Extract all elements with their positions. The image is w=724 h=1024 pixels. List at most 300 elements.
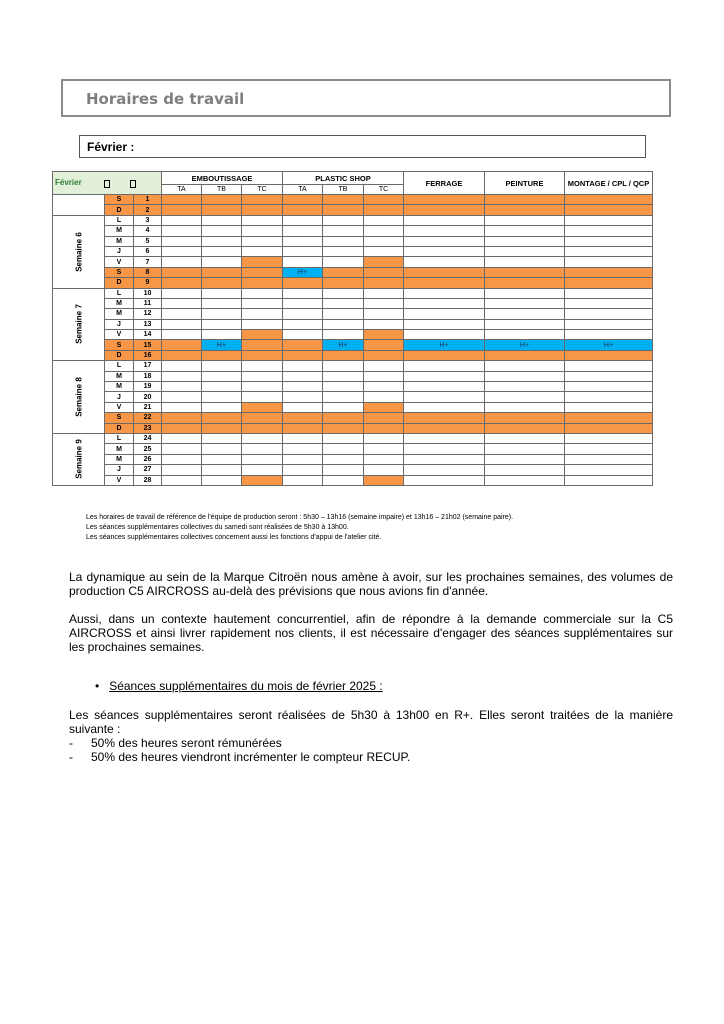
schedule-cell bbox=[283, 454, 323, 464]
schedule-cell bbox=[242, 413, 283, 423]
schedule-cell bbox=[364, 236, 404, 246]
schedule-cell bbox=[323, 246, 364, 256]
schedule-cell bbox=[565, 278, 653, 288]
schedule-cell bbox=[202, 215, 242, 225]
day-number: 7 bbox=[134, 257, 162, 267]
schedule-cell bbox=[485, 205, 565, 215]
list-item-text: 50% des heures seront rémunérées bbox=[91, 736, 282, 750]
schedule-cell bbox=[364, 350, 404, 360]
schedule-cell bbox=[323, 226, 364, 236]
day-letter: D bbox=[105, 278, 134, 288]
schedule-cell bbox=[364, 205, 404, 215]
schedule-cell bbox=[565, 246, 653, 256]
schedule-cell bbox=[404, 465, 485, 475]
schedule-cell bbox=[404, 350, 485, 360]
schedule-cell bbox=[364, 288, 404, 298]
week-label bbox=[53, 361, 105, 434]
schedule-cell bbox=[364, 298, 404, 308]
day-letter: S bbox=[105, 413, 134, 423]
note-line: Les séances supplémentaires collectives concernent aussi les fonctions d'appui de l'atelier cité. bbox=[86, 534, 382, 541]
schedule-cell bbox=[364, 444, 404, 454]
table-row bbox=[53, 475, 653, 485]
schedule-cell bbox=[404, 371, 485, 381]
schedule-cell bbox=[485, 465, 565, 475]
shift-header: TC bbox=[364, 185, 404, 195]
schedule-cell bbox=[283, 226, 323, 236]
schedule-cell bbox=[162, 444, 202, 454]
bullet-text: Séances supplémentaires du mois de février 2025 : bbox=[109, 679, 383, 693]
schedule-cell bbox=[485, 444, 565, 454]
table-row bbox=[53, 361, 653, 371]
day-letter: L bbox=[105, 288, 134, 298]
schedule-cell bbox=[202, 288, 242, 298]
schedule-cell bbox=[485, 309, 565, 319]
schedule-cell bbox=[485, 288, 565, 298]
department-header: EMBOUTISSAGE bbox=[162, 172, 283, 185]
schedule-cell bbox=[162, 330, 202, 340]
day-number: 22 bbox=[134, 413, 162, 423]
day-letter: J bbox=[105, 392, 134, 402]
day-number: 17 bbox=[134, 361, 162, 371]
day-number: 4 bbox=[134, 226, 162, 236]
schedule-cell bbox=[283, 288, 323, 298]
schedule-cell bbox=[404, 246, 485, 256]
schedule-cell bbox=[283, 382, 323, 392]
department-header: PLASTIC SHOP bbox=[283, 172, 404, 185]
day-letter: L bbox=[105, 215, 134, 225]
day-number: 10 bbox=[134, 288, 162, 298]
schedule-cell bbox=[162, 309, 202, 319]
schedule-cell bbox=[364, 454, 404, 464]
schedule-cell bbox=[485, 215, 565, 225]
schedule-cell bbox=[404, 392, 485, 402]
schedule-cell bbox=[283, 423, 323, 433]
schedule-cell bbox=[565, 423, 653, 433]
schedule-cell bbox=[242, 371, 283, 381]
table-row bbox=[53, 371, 653, 381]
day-number: 13 bbox=[134, 319, 162, 329]
schedule-cell bbox=[202, 402, 242, 412]
checkbox-icon bbox=[104, 180, 110, 188]
schedule-cell bbox=[162, 371, 202, 381]
schedule-cell bbox=[202, 350, 242, 360]
week-label-text: Semaine 8 bbox=[74, 377, 83, 417]
schedule-cell bbox=[404, 382, 485, 392]
schedule-cell bbox=[404, 475, 485, 485]
schedule-cell bbox=[242, 309, 283, 319]
day-letter: D bbox=[105, 423, 134, 433]
schedule-cell bbox=[565, 226, 653, 236]
table-row bbox=[53, 267, 653, 277]
table-row bbox=[53, 402, 653, 412]
day-letter: M bbox=[105, 382, 134, 392]
schedule-cell bbox=[283, 205, 323, 215]
schedule-cell: H+ bbox=[485, 340, 565, 350]
schedule-cell bbox=[162, 350, 202, 360]
schedule-cell bbox=[162, 267, 202, 277]
day-letter: D bbox=[105, 205, 134, 215]
schedule-cell bbox=[565, 402, 653, 412]
schedule-cell bbox=[323, 215, 364, 225]
schedule-cell bbox=[202, 423, 242, 433]
schedule-cell bbox=[485, 319, 565, 329]
note-line: Les séances supplémentaires collectives du samedi sont réalisées de 5h30 à 13h00. bbox=[86, 524, 349, 531]
day-number: 8 bbox=[134, 267, 162, 277]
table-row bbox=[53, 340, 653, 350]
department-header: PEINTURE bbox=[485, 172, 565, 195]
schedule-cell bbox=[404, 298, 485, 308]
schedule-cell bbox=[485, 246, 565, 256]
schedule-cell bbox=[202, 371, 242, 381]
schedule-cell bbox=[283, 402, 323, 412]
shift-header: TA bbox=[283, 185, 323, 195]
schedule-cell: H+ bbox=[283, 267, 323, 277]
schedule-cell bbox=[485, 195, 565, 205]
schedule-cell bbox=[485, 413, 565, 423]
schedule-cell bbox=[283, 392, 323, 402]
table-row bbox=[53, 215, 653, 225]
schedule-cell bbox=[323, 382, 364, 392]
table-row bbox=[53, 246, 653, 256]
schedule-cell bbox=[283, 319, 323, 329]
schedule-cell bbox=[283, 361, 323, 371]
day-number: 21 bbox=[134, 402, 162, 412]
notes bbox=[86, 513, 513, 543]
day-number: 16 bbox=[134, 350, 162, 360]
schedule-cell bbox=[202, 257, 242, 267]
day-letter: L bbox=[105, 433, 134, 443]
schedule-cell bbox=[364, 195, 404, 205]
day-letter: M bbox=[105, 309, 134, 319]
schedule-cell bbox=[242, 340, 283, 350]
day-number: 12 bbox=[134, 309, 162, 319]
table-row bbox=[53, 423, 653, 433]
schedule-cell bbox=[485, 267, 565, 277]
schedule-cell bbox=[323, 278, 364, 288]
schedule-cell bbox=[162, 246, 202, 256]
table-row bbox=[53, 350, 653, 360]
schedule-cell bbox=[162, 402, 202, 412]
schedule-cell bbox=[404, 402, 485, 412]
day-number: 6 bbox=[134, 246, 162, 256]
schedule-cell bbox=[242, 330, 283, 340]
week-label bbox=[53, 215, 105, 288]
schedule-cell bbox=[364, 330, 404, 340]
day-letter: D bbox=[105, 350, 134, 360]
schedule-cell bbox=[485, 361, 565, 371]
schedule-cell bbox=[202, 246, 242, 256]
table-row bbox=[53, 433, 653, 443]
day-number: 15 bbox=[134, 340, 162, 350]
schedule-cell bbox=[404, 309, 485, 319]
schedule-cell bbox=[162, 288, 202, 298]
schedule-cell bbox=[323, 350, 364, 360]
schedule-cell bbox=[202, 444, 242, 454]
schedule-cell: H+ bbox=[202, 340, 242, 350]
day-number: 5 bbox=[134, 236, 162, 246]
schedule-cell bbox=[242, 278, 283, 288]
schedule-cell bbox=[162, 413, 202, 423]
table-row bbox=[53, 444, 653, 454]
schedule-cell bbox=[283, 433, 323, 443]
schedule-cell bbox=[323, 361, 364, 371]
schedule-cell bbox=[242, 350, 283, 360]
day-letter: J bbox=[105, 319, 134, 329]
schedule-cell bbox=[283, 195, 323, 205]
schedule-cell bbox=[283, 330, 323, 340]
schedule-cell bbox=[364, 278, 404, 288]
schedule-cell bbox=[364, 267, 404, 277]
day-letter: M bbox=[105, 236, 134, 246]
schedule-cell bbox=[565, 195, 653, 205]
schedule-cell bbox=[283, 475, 323, 485]
schedule-cell bbox=[565, 454, 653, 464]
paragraph: La dynamique au sein de la Marque Citroën nous amène à avoir, sur les prochaines semaines, des volumes de production C5 AIRCROSS au-delà des prévisions que nous avions fin d'année. bbox=[69, 570, 673, 598]
day-number: 20 bbox=[134, 392, 162, 402]
schedule-cell bbox=[242, 423, 283, 433]
schedule-cell bbox=[242, 205, 283, 215]
day-letter: S bbox=[105, 195, 134, 205]
schedule-cell bbox=[485, 382, 565, 392]
schedule-cell bbox=[162, 465, 202, 475]
schedule-cell bbox=[162, 226, 202, 236]
day-letter: V bbox=[105, 402, 134, 412]
schedule-cell bbox=[242, 465, 283, 475]
schedule-cell bbox=[565, 350, 653, 360]
schedule-cell bbox=[323, 402, 364, 412]
schedule-cell bbox=[323, 454, 364, 464]
schedule-cell bbox=[404, 267, 485, 277]
table-row bbox=[53, 195, 653, 205]
schedule-cell bbox=[565, 298, 653, 308]
table-row bbox=[53, 236, 653, 246]
schedule-cell bbox=[364, 423, 404, 433]
schedule-cell bbox=[242, 226, 283, 236]
schedule-cell bbox=[485, 278, 565, 288]
schedule-cell bbox=[242, 246, 283, 256]
schedule-cell bbox=[404, 319, 485, 329]
schedule-cell bbox=[202, 433, 242, 443]
schedule-cell bbox=[242, 392, 283, 402]
schedule-cell bbox=[565, 392, 653, 402]
schedule-cell bbox=[323, 309, 364, 319]
schedule-cell bbox=[565, 267, 653, 277]
table-row bbox=[53, 392, 653, 402]
schedule-cell bbox=[323, 267, 364, 277]
schedule-cell bbox=[202, 195, 242, 205]
schedule-cell bbox=[162, 215, 202, 225]
schedule-cell bbox=[162, 361, 202, 371]
day-number: 1 bbox=[134, 195, 162, 205]
schedule-cell bbox=[364, 309, 404, 319]
schedule-cell bbox=[162, 382, 202, 392]
schedule-cell bbox=[565, 257, 653, 267]
schedule-cell bbox=[485, 402, 565, 412]
day-letter: V bbox=[105, 257, 134, 267]
note-line: Les horaires de travail de référence de l'équipe de production seront : 5h30 – 13h16 (semaine impaire) et 13h16 – 21h02 (semaine paire). bbox=[86, 514, 514, 521]
schedule-cell: H+ bbox=[565, 340, 653, 350]
schedule-cell bbox=[202, 413, 242, 423]
schedule-cell bbox=[202, 382, 242, 392]
schedule-cell bbox=[202, 236, 242, 246]
schedule-cell bbox=[364, 475, 404, 485]
schedule-cell bbox=[485, 475, 565, 485]
day-number: 24 bbox=[134, 433, 162, 443]
table-row bbox=[53, 465, 653, 475]
paragraph: Aussi, dans un contexte hautement concurrentiel, afin de répondre à la demande commerciale sur la C5 AIRCROSS et ainsi livrer rapidement nos clients, il est nécessaire d'engager des séances supplémentaires sur les prochaines semaines. bbox=[69, 612, 673, 654]
schedule-cell bbox=[485, 371, 565, 381]
table-corner bbox=[53, 172, 162, 195]
day-letter: M bbox=[105, 444, 134, 454]
day-letter: J bbox=[105, 246, 134, 256]
schedule-cell bbox=[364, 319, 404, 329]
day-number: 27 bbox=[134, 465, 162, 475]
schedule-table bbox=[52, 171, 653, 486]
schedule-cell bbox=[242, 361, 283, 371]
schedule-cell bbox=[404, 195, 485, 205]
schedule-cell bbox=[565, 413, 653, 423]
month-box bbox=[79, 135, 646, 158]
schedule-cell bbox=[404, 257, 485, 267]
schedule-cell bbox=[242, 267, 283, 277]
schedule-cell bbox=[485, 350, 565, 360]
schedule-cell bbox=[364, 402, 404, 412]
schedule-cell bbox=[485, 298, 565, 308]
day-letter: S bbox=[105, 267, 134, 277]
day-letter: V bbox=[105, 475, 134, 485]
schedule-cell bbox=[202, 267, 242, 277]
schedule-cell bbox=[283, 246, 323, 256]
table-row bbox=[53, 298, 653, 308]
schedule-cell bbox=[364, 215, 404, 225]
schedule-cell bbox=[162, 454, 202, 464]
schedule-cell bbox=[364, 361, 404, 371]
schedule-cell bbox=[283, 340, 323, 350]
schedule-cell bbox=[565, 319, 653, 329]
schedule-cell bbox=[565, 433, 653, 443]
bullet-item bbox=[95, 679, 383, 693]
schedule-cell bbox=[202, 465, 242, 475]
corner-label: Février bbox=[55, 178, 82, 188]
schedule-cell bbox=[565, 475, 653, 485]
day-letter: J bbox=[105, 465, 134, 475]
schedule-cell bbox=[202, 475, 242, 485]
table-row bbox=[53, 226, 653, 236]
table-row bbox=[53, 330, 653, 340]
schedule-cell bbox=[323, 371, 364, 381]
schedule-cell bbox=[404, 444, 485, 454]
schedule-cell bbox=[323, 288, 364, 298]
table-row bbox=[53, 205, 653, 215]
day-number: 28 bbox=[134, 475, 162, 485]
schedule-cell bbox=[323, 392, 364, 402]
table-row bbox=[53, 413, 653, 423]
schedule-cell bbox=[565, 236, 653, 246]
schedule-cell bbox=[404, 288, 485, 298]
schedule-cell bbox=[242, 195, 283, 205]
week-label-text: Semaine 6 bbox=[74, 231, 83, 272]
schedule-cell bbox=[364, 371, 404, 381]
day-number: 25 bbox=[134, 444, 162, 454]
schedule-cell bbox=[202, 361, 242, 371]
schedule-cell bbox=[364, 257, 404, 267]
checkbox-icon bbox=[130, 180, 136, 188]
schedule-cell bbox=[283, 413, 323, 423]
schedule-cell bbox=[565, 215, 653, 225]
table-row bbox=[53, 288, 653, 298]
schedule-cell bbox=[323, 423, 364, 433]
schedule-cell bbox=[242, 433, 283, 443]
schedule-cell bbox=[404, 433, 485, 443]
list-item: - 50% des heures viendront incrémenter le compteur RECUP. bbox=[69, 750, 411, 764]
schedule-cell bbox=[283, 257, 323, 267]
page-title: Horaires de travail bbox=[86, 90, 245, 108]
table-row bbox=[53, 319, 653, 329]
schedule-cell bbox=[242, 475, 283, 485]
schedule-cell bbox=[162, 423, 202, 433]
schedule-cell bbox=[202, 298, 242, 308]
schedule-cell bbox=[404, 236, 485, 246]
schedule-cell bbox=[565, 205, 653, 215]
schedule-cell bbox=[364, 340, 404, 350]
schedule-cell bbox=[242, 454, 283, 464]
schedule-cell bbox=[364, 226, 404, 236]
title-box bbox=[61, 79, 671, 117]
day-letter: V bbox=[105, 330, 134, 340]
schedule-cell bbox=[565, 444, 653, 454]
schedule-cell bbox=[162, 257, 202, 267]
schedule-cell bbox=[565, 361, 653, 371]
table-row bbox=[53, 382, 653, 392]
week-label-text: Semaine 7 bbox=[74, 304, 83, 345]
schedule-cell bbox=[323, 475, 364, 485]
schedule-cell bbox=[404, 226, 485, 236]
day-number: 14 bbox=[134, 330, 162, 340]
schedule-cell bbox=[364, 392, 404, 402]
schedule-cell bbox=[283, 215, 323, 225]
schedule-cell bbox=[283, 371, 323, 381]
shift-header: TB bbox=[202, 185, 242, 195]
schedule-cell bbox=[485, 226, 565, 236]
schedule-cell bbox=[202, 309, 242, 319]
schedule-cell bbox=[323, 330, 364, 340]
day-number: 3 bbox=[134, 215, 162, 225]
department-header: FERRAGE bbox=[404, 172, 485, 195]
schedule-cell bbox=[364, 382, 404, 392]
day-letter: M bbox=[105, 226, 134, 236]
day-number: 18 bbox=[134, 371, 162, 381]
schedule-cell bbox=[242, 382, 283, 392]
day-number: 19 bbox=[134, 382, 162, 392]
schedule-cell bbox=[404, 215, 485, 225]
schedule-cell bbox=[323, 413, 364, 423]
schedule-cell bbox=[162, 392, 202, 402]
table-row bbox=[53, 309, 653, 319]
day-letter: M bbox=[105, 454, 134, 464]
schedule-cell bbox=[202, 226, 242, 236]
week-label bbox=[53, 195, 105, 216]
schedule-cell bbox=[162, 278, 202, 288]
schedule-cell bbox=[202, 205, 242, 215]
department-header: MONTAGE / CPL / QCP bbox=[565, 172, 653, 195]
schedule-cell bbox=[404, 454, 485, 464]
schedule-cell bbox=[162, 475, 202, 485]
schedule-cell bbox=[323, 433, 364, 443]
schedule-cell bbox=[283, 236, 323, 246]
shift-header: TB bbox=[323, 185, 364, 195]
day-number: 11 bbox=[134, 298, 162, 308]
day-letter: L bbox=[105, 361, 134, 371]
